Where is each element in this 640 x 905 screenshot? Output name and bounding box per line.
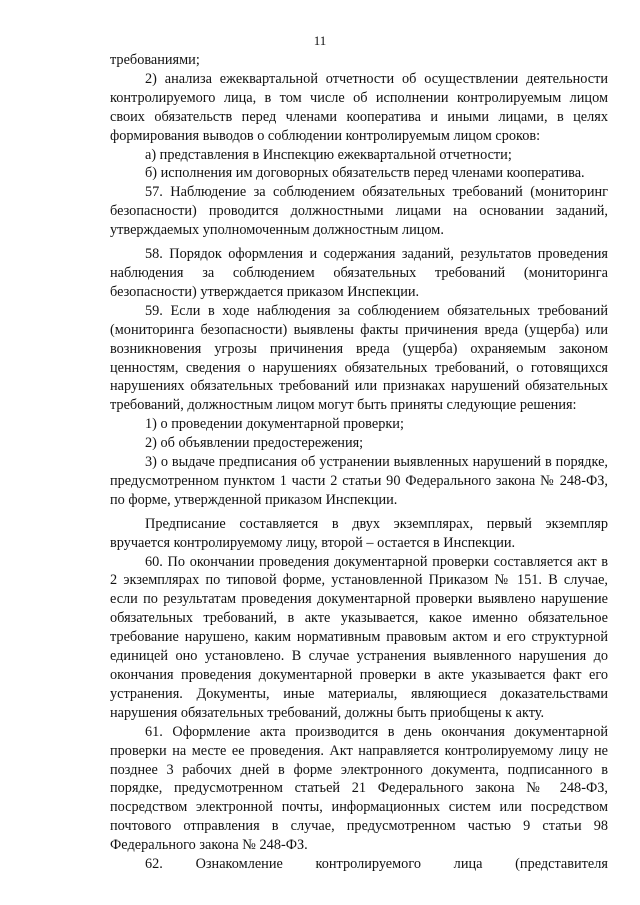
paragraph-prescription: Предписание составляется в двух экземплярах, первый экземпляр вручается контролируемому лицу, второй – остается в Инспекции. [110,515,608,551]
paragraph-58: 58. Порядок оформления и содержания заданий, результатов проведения наблюдения за соблюдением обязательных требований (мониторинга безопасности) утверждается приказом Инспекции. [110,246,608,300]
paragraph-60: 60. По окончании проведения документарной проверки составляется акт в 2 экземплярах по типовой форме, установленной Приказом № 151. В случае, если по результатам проведения документарной проверки выявлено нарушение обязательных требований, в акте указывается, какое именно обязательное требование нарушено, каким нормативным правовым актом и его структурной единицей оно установлено. В случае устранения выявленного нарушения до окончания проведения документарной проверки в акте указывается факт его устранения. Документы, иные материалы, являющиеся доказательствами нарушения обязательных требований, должны быть приобщены к акту. [110,553,608,721]
paragraph-59: 59. Если в ходе наблюдения за соблюдением обязательных требований (мониторинга безопасности) выявлены факты причинения вреда (ущерба) или возникновения угрозы причинения вреда (ущерба) охраняемым законом ценностям, сведения о нарушениях обязательных требований, о готовящихся нарушениях обязательных требований или признаках нарушений обязательных требований, должностным лицом могут быть приняты следующие решения: [110,302,608,414]
paragraph-decision-1: 1) о проведении документарной проверки; [145,416,404,433]
paragraph-decision-3: 3) о выдаче предписания об устранении выявленных нарушений в порядке, предусмотренном пунктом 1 части 2 статьи 90 Федерального закона № 248-ФЗ, по форме, утвержденной приказом Инспекции. [110,454,608,508]
paragraph-61: 61. Оформление акта производится в день окончания документарной проверки на месте ее проведения. Акт направляется контролируемому лицу не позднее 3 рабочих дней в форме электронного документа, подписанного в порядке, предусмотренном статьей 21 Федерального закона № 248-ФЗ, посредством электронной почты, информационных систем или посредством почтового отправления в случае, предусмотренном частью 9 статьи 98 Федерального закона № 248-ФЗ. [110,723,608,854]
paragraph-62: 62. Ознакомление контролируемого лица (представителя [145,856,608,873]
paragraph-continuation: требованиями; [110,52,200,68]
paragraph-57: 57. Наблюдение за соблюдением обязательных требований (мониторинг безопасности) проводится должностными лицами на основании заданий, утверждаемых уполномоченным должностным лицом. [110,184,608,239]
paragraph-decision-2: 2) об объявлении предостережения; [145,435,364,452]
page-number: 11 [313,33,327,48]
document-body [110,51,608,874]
paragraph-subitem-b: б) исполнения им договорных обязательств перед членами кооператива. [145,165,585,182]
paragraph-subitem-a: а) представления в Инспекцию ежеквартальной отчетности; [145,146,512,163]
paragraph-item-2-analysis: 2) анализа ежеквартальной отчетности об осуществлении деятельности контролируемого лица, в том числе об исполнении контролируемым лицом своих обязательств перед членами кооператива и иными лицами, в целях формирования выводов о соблюдении контролируемым лицом сроков: [110,70,608,144]
